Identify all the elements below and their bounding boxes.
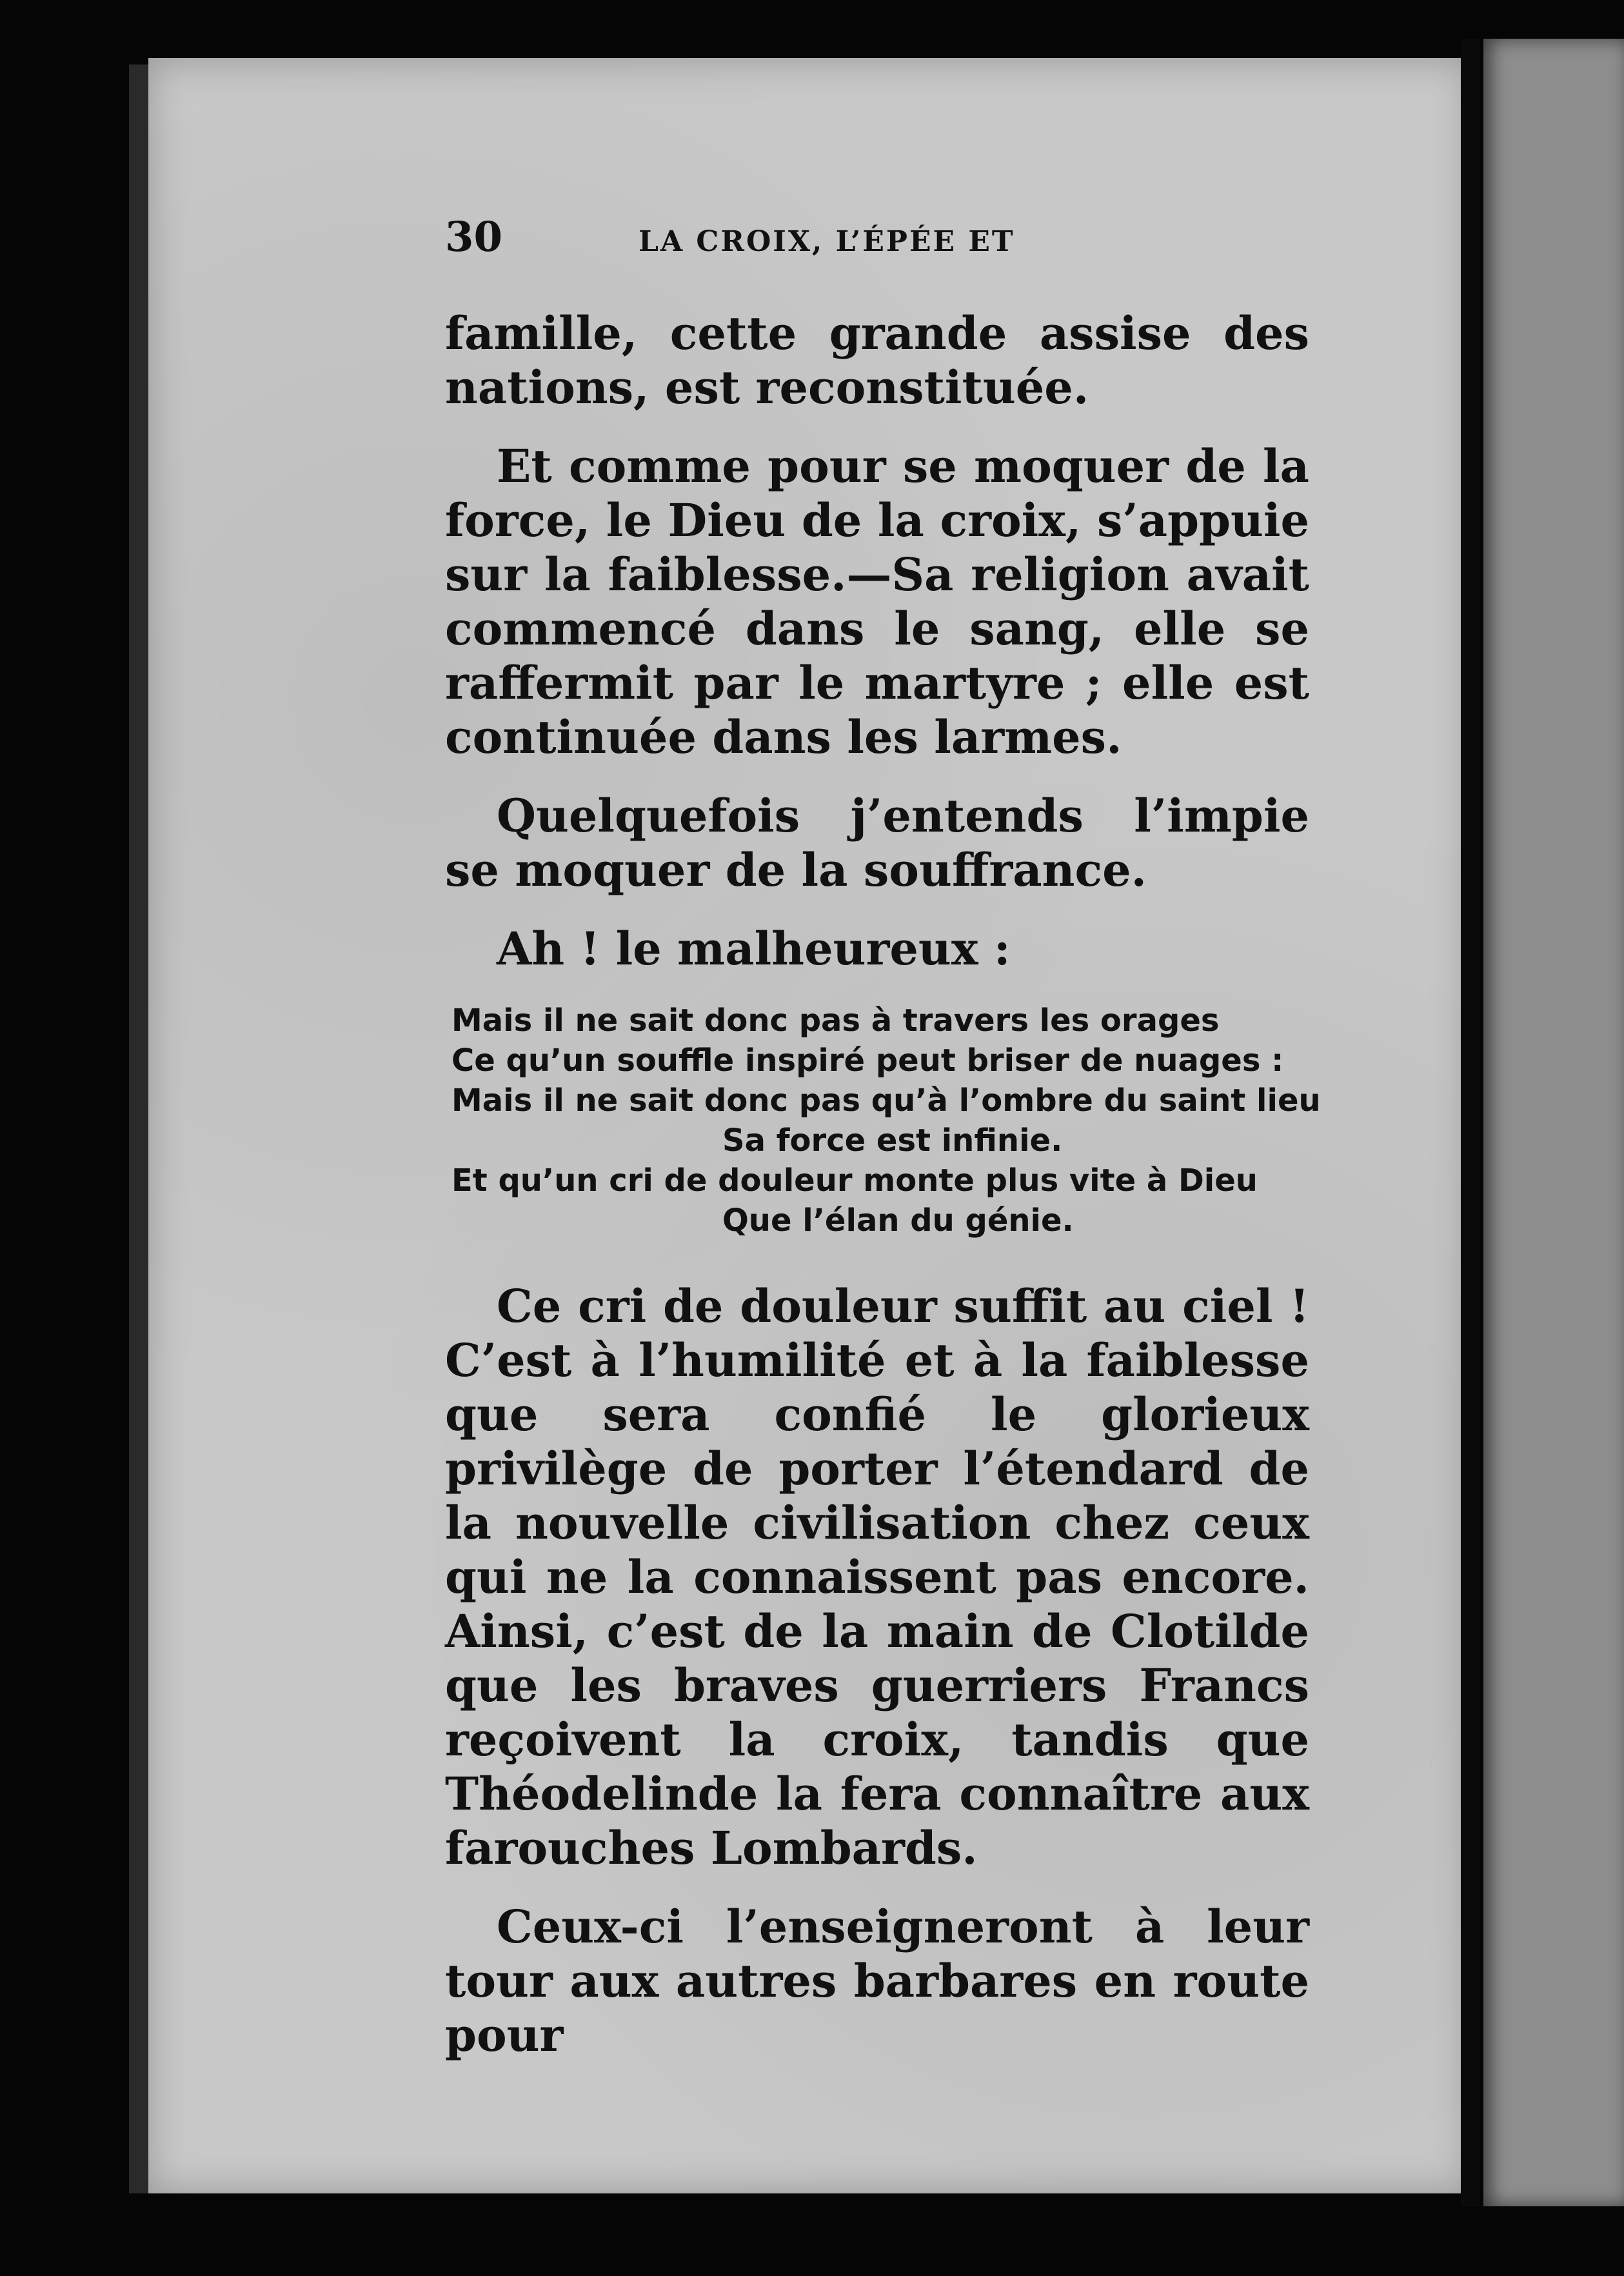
paragraph: Ah ! le malheureux : bbox=[497, 922, 1011, 975]
page-header bbox=[445, 213, 1309, 261]
verse-line: Que l’élan du génie. bbox=[722, 1203, 1074, 1239]
adjacent-page bbox=[1483, 39, 1624, 2206]
paragraph: Et comme pour se moquer de la force, le Dieu de la croix, s’appuie sur la faiblesse.—Sa religion avait commencé dans le sang, elle se raffermit par le martyre ; elle est continuée dans les larmes. bbox=[445, 439, 1309, 764]
book-spine bbox=[1461, 39, 1480, 2206]
verse-line: Sa force est infinie. bbox=[722, 1123, 1063, 1159]
paragraph: Quelquefois j’entends l’impie se moquer de la souffrance. bbox=[445, 789, 1309, 897]
page-number: 30 bbox=[445, 213, 503, 261]
paragraph: famille, cette grande assise des nations, est reconstituée. bbox=[445, 306, 1309, 414]
running-title: LA CROIX, L’ÉPÉE ET bbox=[639, 225, 1015, 258]
verse-block bbox=[451, 1001, 1321, 1241]
paragraph: Ceux-ci l’enseigneront à leur tour aux autres barbares en route pour bbox=[445, 1900, 1309, 2062]
verse-line: Mais il ne sait donc pas qu’à l’ombre du saint lieu bbox=[451, 1083, 1321, 1119]
verse-line: Mais il ne sait donc pas à travers les orages bbox=[451, 1003, 1220, 1039]
paragraph: Ce cri de douleur suffit au ciel ! C’est à l’humilité et à la faiblesse que sera confié le glorieux privilège de porter l’étendard de la nouvelle civilisation chez ceux qui ne la connaissent pas encore. Ainsi, c’est de la main de Clotilde que les braves guerriers Francs reçoivent la croix, tandis que Théodelinde la fera connaître aux farouches Lombards. bbox=[445, 1279, 1309, 1875]
verse-line: Et qu’un cri de douleur monte plus vite à Dieu bbox=[451, 1163, 1258, 1199]
verse-line: Ce qu’un souffle inspiré peut briser de nuages : bbox=[451, 1043, 1284, 1079]
page-text bbox=[445, 213, 1321, 2087]
